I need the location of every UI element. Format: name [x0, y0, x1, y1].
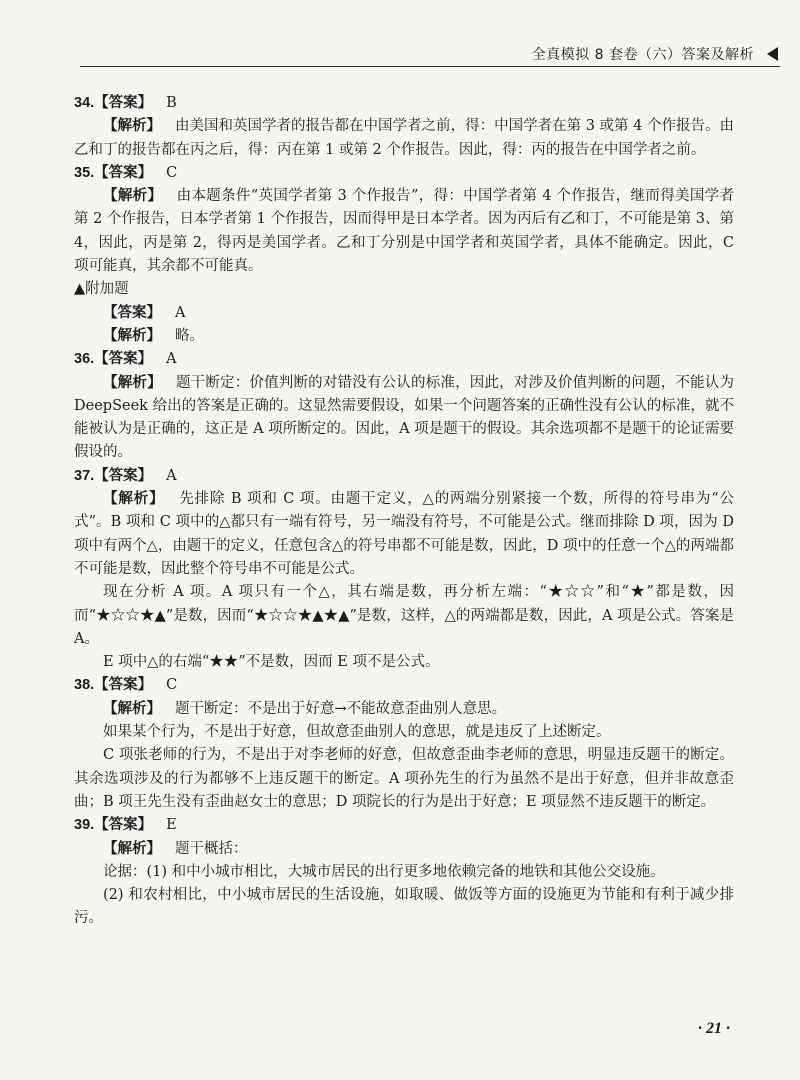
q36-analysis: 【解析】 题干断定：价值判断的对错没有公认的标准，因此，对涉及价值判断的问题，不能认为 DeepSeek 给出的答案是正确的。这显然需要假设，如果一个问题答案的正确性没有公认的标准，就不能被认为是正确的，这正是 A 项所断定的。因此，A 项是题干的假设。其余选项都不是题干的论证需要假设的。	[74, 374, 735, 461]
page-header	[0, 40, 800, 70]
header-rule	[80, 66, 780, 67]
q37-analysis: 【解析】 先排除 B 项和 C 项。由题干定义，△的两端分别紧接一个数，所得的符号串为“公式”。B 项和 C 项中的△都只有一端有符号，另一端没有符号，不可能是公式。继而排除 D 项，因为 D 项中有两个△，由题干的定义，任意包含△的符号串都不可能是数，因此，D 项中的任意一个△的两端都不可能是数，因此整个符号串不可能是公式。	[74, 491, 734, 577]
q34-answer: B	[166, 95, 177, 111]
q36-answer-line: 36.【答案】 A	[74, 351, 177, 368]
q36-answer: A	[166, 351, 177, 368]
bonus-analysis: 【解析】 略。	[103, 327, 204, 344]
q35-answer-line: 35.【答案】 C	[74, 164, 178, 181]
bonus-answer: A	[175, 304, 186, 321]
answer-content	[74, 92, 734, 931]
q39-answer: E	[166, 817, 177, 834]
q39-analysis: 【解析】 题干概括：	[103, 840, 248, 857]
q37-answer-line: 37.【答案】 A	[74, 467, 177, 484]
q39-answer-line: 39.【答案】 E	[74, 817, 177, 834]
q38-answer-line: 38.【答案】 C	[74, 677, 178, 694]
q35-answer: C	[166, 164, 178, 181]
q34-analysis: 【解析】 由美国和英国学者的报告都在中国学者之前，得：中国学者在第 3 或第 4 个作报告。由乙和丁的报告都在丙之后，得：丙在第 1 或第 2 个作报告。因此，得：丙的报告在中国学者之前。	[74, 118, 734, 158]
q39-paragraph-3: (2) 和农村相比，中小城市居民的生活设施，如取暖、做饭等方面的设施更为节能和有利于减少排污。	[74, 887, 734, 927]
bonus-title: ▲附加题	[74, 281, 129, 298]
q37-paragraph-2: 现在分析 A 项。A 项只有一个△，其右端是数，再分析左端：“★☆☆”和“★”都是数，因而“★☆☆★▲”是数，因而“★☆☆★▲★▲”是数，这样，△的两端都是数，因此，A 项是公式。答案是 A。	[74, 584, 734, 647]
q38-analysis: 【解析】 题干断定：不是出于好意→不能故意歪曲别人意思。	[103, 700, 507, 717]
q34-answer-line: 34.【答案】 B	[74, 95, 177, 111]
bonus-answer-line: 【答案】 A	[103, 304, 186, 321]
q35-analysis: 【解析】 由本题条件“英国学者第 3 个作报告”，得：中国学者第 4 个作报告，继而得美国学者第 2 个作报告，日本学者第 1 个作报告，因而得甲是日本学者。因为丙后有乙和丁，不可能是第 3、第 4，因此，丙是第 2，得丙是美国学者。乙和丁分别是中国学者和英国学者，具体不能确定。因此，C 项可能真，其余都不可能真。	[74, 188, 735, 275]
q38-answer: C	[166, 677, 178, 694]
q39-paragraph-2: 论据：(1) 和中小城市相比，大城市居民的出行更多地依赖完备的地铁和其他公交设施。	[103, 863, 665, 880]
q37-paragraph-3: E 项中△的右端“★★”不是数，因而 E 项不是公式。	[103, 654, 440, 671]
header-title: 全真模拟 8 套卷（六）答案及解析	[531, 47, 754, 63]
triangle-marker-icon	[767, 47, 778, 61]
q37-answer: A	[166, 467, 177, 484]
page-number: · 21 ·	[698, 1020, 730, 1037]
q38-paragraph-2: 如果某个行为，不是出于好意，但故意歪曲别人的意思，就是违反了上述断定。	[103, 724, 611, 741]
q38-paragraph-3: C 项张老师的行为，不是出于对李老师的好意，但故意歪曲李老师的意思，明显违反题干的断定。其余选项涉及的行为都够不上违反题干的断定。A 项孙先生的行为虽然不是出于好意，但并非故意歪曲；B 项王先生没有歪曲赵女士的意思；D 项院长的行为是出于好意；E 项显然不违反题干的断定。	[74, 747, 734, 810]
